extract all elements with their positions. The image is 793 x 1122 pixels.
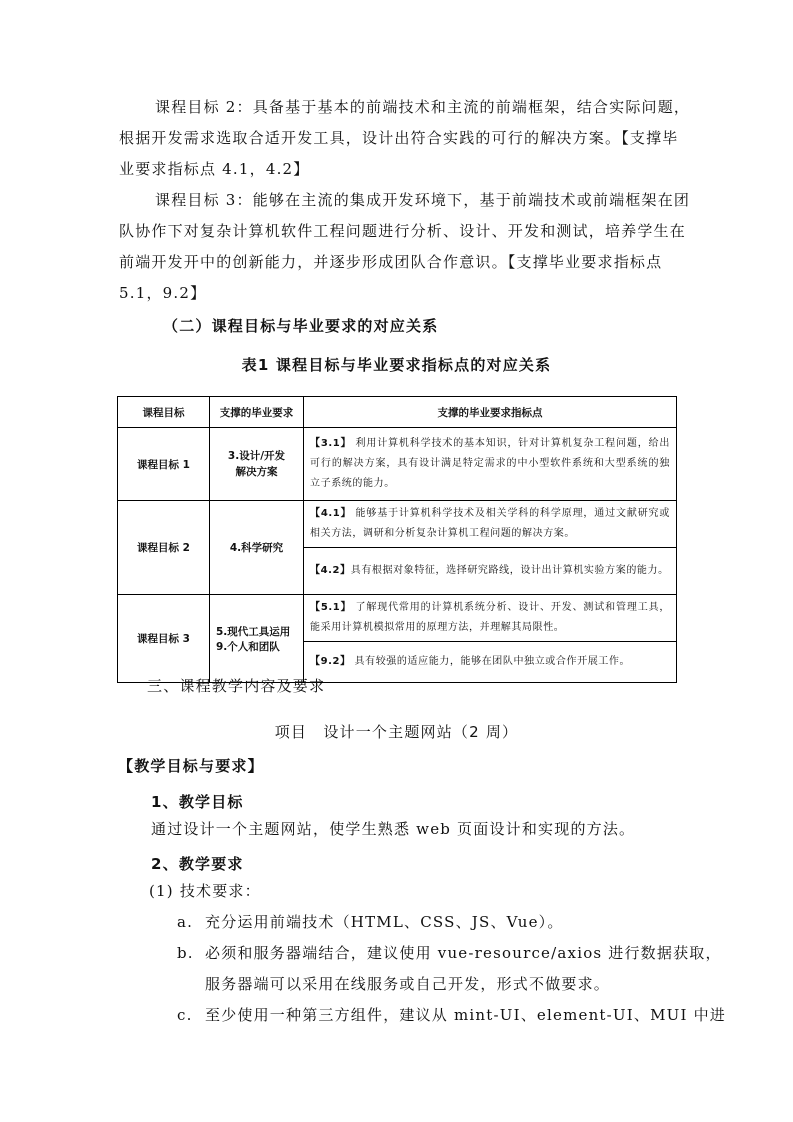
goal2-line-2: 根据开发需求选取合适开发工具，设计出符合实践的可行的解决方案。【支撑毕 — [119, 129, 679, 147]
item-a-marker: a. — [177, 913, 194, 931]
goal-cell: 课程目标 2 — [118, 501, 210, 595]
goal2-line-1: 课程目标 2：具备基于基本的前端技术和主流的前端框架，结合实际问题， — [155, 98, 691, 116]
teaching-heading: 【教学目标与要求】 — [118, 757, 264, 775]
requirement-cell: 4.科学研究 — [210, 501, 304, 595]
table-row — [118, 595, 677, 642]
goal3-line-4: 5.1，9.2】 — [119, 284, 207, 302]
tech-requirements-label: (1) 技术要求： — [149, 882, 261, 900]
point-text: 利用计算机科学技术的基本知识，针对计算机复杂工程问题，给出可行的解决方案，具有设计满足特定需求的中小型软件系统和大型系统的独立子系统的能力。 — [310, 438, 670, 489]
subheading-teaching-goals: 1、教学目标 — [151, 793, 244, 811]
point-text: 具有根据对象特征，选择研究路线，设计出计算机实验方案的能力。 — [350, 565, 669, 576]
goal-cell: 课程目标 3 — [118, 595, 210, 683]
header-goal: 课程目标 — [118, 397, 210, 428]
requirement-cell — [210, 428, 304, 501]
item-b-text-line-1: 必须和服务器端结合，建议使用 vue-resource/axios 进行数据获取， — [205, 944, 722, 962]
point-tag: 【5.1】 — [310, 602, 352, 613]
teaching-goals-text: 通过设计一个主题网站，使学生熟悉 web 页面设计和实现的方法。 — [151, 820, 636, 838]
point-cell — [304, 501, 677, 548]
table-header-row — [118, 397, 677, 428]
point-text: 具有较强的适应能力，能够在团队中独立或合作开展工作。 — [350, 656, 631, 667]
requirement-cell — [210, 595, 304, 683]
point-cell — [304, 548, 677, 595]
point-tag: 【9.2】 — [310, 656, 351, 667]
requirement-text: 3.设计/开发解决方案 — [227, 450, 286, 478]
point-text: 能够基于计算机科学技术及相关学科的科学原理，通过文献研究或相关方法，调研和分析复杂计算机工程问题的解决方案。 — [310, 508, 670, 539]
table-row — [118, 501, 677, 548]
item-a-text: 充分运用前端技术（HTML、CSS、JS、Vue）。 — [205, 913, 564, 931]
point-text: 了解现代常用的计算机系统分析、设计、开发、测试和管理工具，能采用计算机模拟常用的原理方法，并理解其局限性。 — [310, 602, 670, 633]
section3-heading: 三、课程教学内容及要求 — [147, 677, 326, 695]
table-row — [118, 428, 677, 501]
point-tag: 【4.2】 — [310, 565, 351, 576]
section-heading: （二）课程目标与毕业要求的对应关系 — [163, 317, 439, 335]
goal3-line-3: 前端开发开中的创新能力，并逐步形成团队合作意识。【支撑毕业要求指标点 — [119, 253, 663, 271]
goal-cell: 课程目标 1 — [118, 428, 210, 501]
subheading-teaching-requirements: 2、教学要求 — [151, 855, 244, 873]
requirement-line: 5.现代工具运用 — [216, 625, 291, 638]
goal2-line-3: 业要求指标点 4.1，4.2】 — [119, 160, 310, 178]
point-tag: 【3.1】 — [310, 438, 352, 449]
goals-requirements-table — [117, 396, 677, 683]
point-cell — [304, 595, 677, 642]
requirement-line: 9.个人和团队 — [216, 640, 280, 653]
goal3-line-1: 课程目标 3：能够在主流的集成开发环境下，基于前端技术或前端框架在团 — [155, 191, 691, 209]
project-title: 项目 设计一个主题网站（2 周） — [274, 723, 519, 741]
item-b-text-line-2: 服务器端可以采用在线服务或自己开发，形式不做要求。 — [205, 975, 611, 993]
point-tag: 【4.1】 — [310, 508, 352, 519]
item-c-marker: c. — [177, 1006, 193, 1024]
header-requirement: 支撑的毕业要求 — [210, 397, 304, 428]
goal3-line-2: 队协作下对复杂计算机软件工程问题进行分析、设计、开发和测试，培养学生在 — [119, 222, 687, 240]
header-points: 支撑的毕业要求指标点 — [304, 397, 677, 428]
item-c-text: 至少使用一种第三方组件，建议从 mint-UI、element-UI、MUI 中进 — [205, 1006, 726, 1024]
point-cell — [304, 428, 677, 501]
point-cell — [304, 642, 677, 683]
table-title: 表1 课程目标与毕业要求指标点的对应关系 — [241, 356, 552, 374]
item-b-marker: b. — [177, 944, 194, 962]
